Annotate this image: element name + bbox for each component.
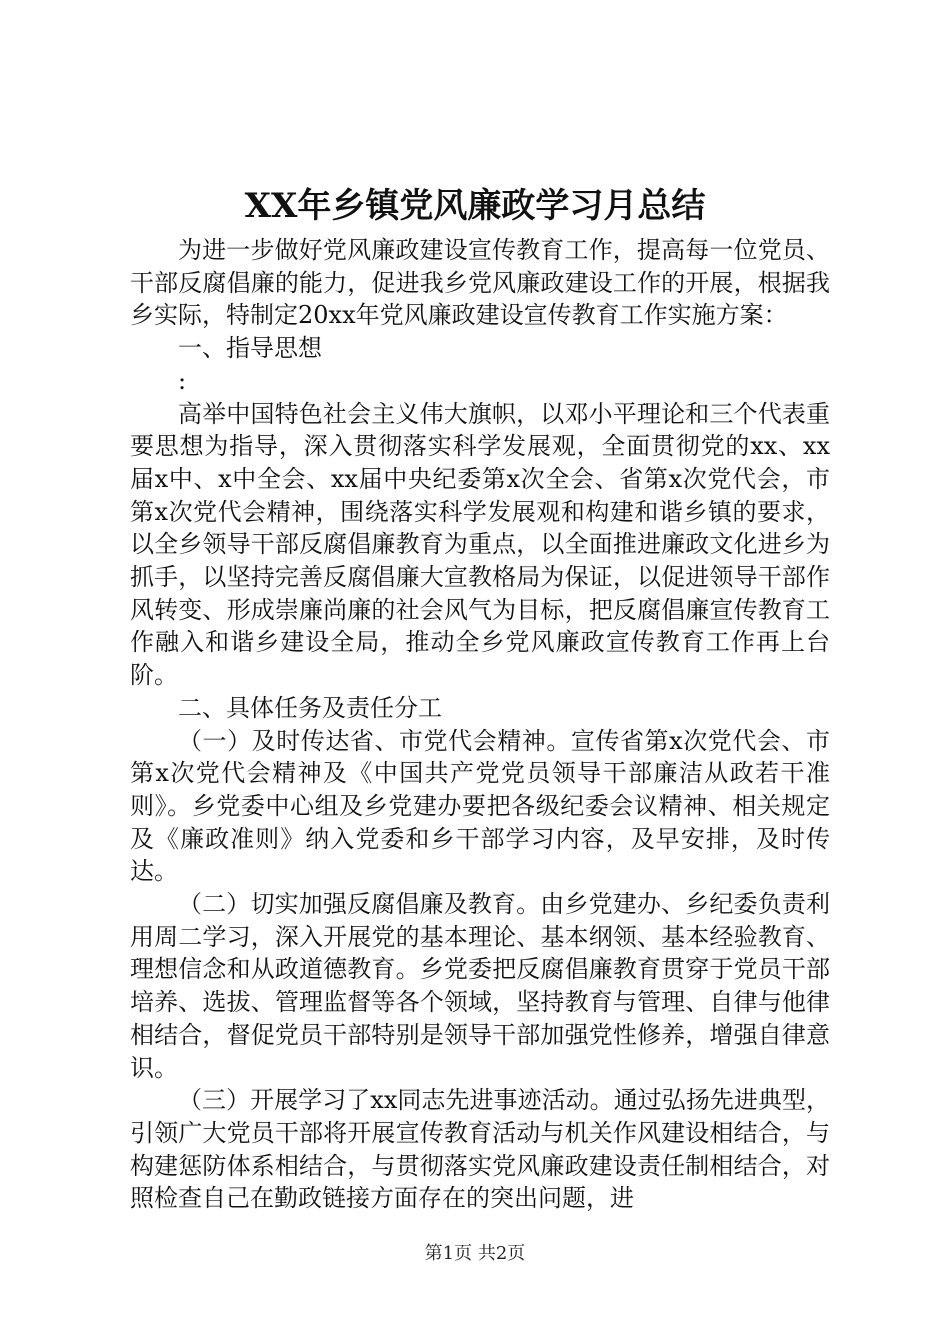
page-footer: 第1页 共2页 bbox=[424, 1243, 526, 1264]
guiding-thought-paragraph: 高举中国特色社会主义伟大旗帜，以邓小平理论和三个代表重要思想为指导，深入贯彻落实科学发展观，全面贯彻党的xx、xx届x中、x中全会、xx届中央纪委第x次全会、省第x次党代会，市第x次党代会精神，围绕落实科学发展观和构建和谐乡镇的要求，以全乡领导干部反腐倡廉教育为重点，以全面推进廉政文化进乡为抓手，以坚持完善反腐倡廉大宣教格局为保证，以促进领导干部作风转变、形成崇廉尚廉的社会风气为目标，把反腐倡廉宣传教育工作融入和谐乡建设全局，推动全乡党风廉政宣传教育工作再上台阶。 bbox=[130, 399, 830, 690]
task-paragraph-1: （一）及时传达省、市党代会精神。宣传省第x次党代会、市第x次党代会精神及《中国共产党党员领导干部廉洁从政若干准则》。乡党委中心组及乡党建办要把各级纪委会议精神、相关规定及《廉政准则》纳入党委和乡干部学习内容，及早安排，及时传达。 bbox=[130, 726, 830, 886]
section-heading-guiding-thought: 一、指导思想 bbox=[178, 334, 322, 363]
intro-paragraph: 为进一步做好党风廉政建设宣传教育工作，提高每一位党员、干部反腐倡廉的能力，促进我乡党风廉政建设工作的开展，根据我乡实际，特制定20xx年党风廉政建设宣传教育工作实施方案： bbox=[130, 236, 830, 330]
document-title: XX年乡镇党风廉政学习月总结 bbox=[244, 186, 706, 226]
task-paragraph-3: （三）开展学习了xx同志先进事迹活动。通过弘扬先进典型，引领广大党员干部将开展宣传教育活动与机关作风建设相结合，与构建惩防体系相结合，与贯彻落实党风廉政建设责任制相结合，对照检查自己在勤政链接方面存在的突出问题，进 bbox=[130, 1086, 830, 1213]
task-paragraph-2: （二）切实加强反腐倡廉及教育。由乡党建办、乡纪委负责利用周二学习，深入开展党的基本理论、基本纲领、基本经验教育、理想信念和从政道德教育。乡党委把反腐倡廉教育贯穿于党员干部培养、选拔、管理监督等各个领域，坚持教育与管理、自律与他律相结合，督促党员干部特别是领导干部加强党性修养，增强自律意识。 bbox=[130, 890, 830, 1082]
colon-line: : bbox=[178, 366, 187, 395]
section-heading-tasks: 二、具体任务及责任分工 bbox=[178, 693, 442, 722]
document-body bbox=[130, 234, 830, 1215]
